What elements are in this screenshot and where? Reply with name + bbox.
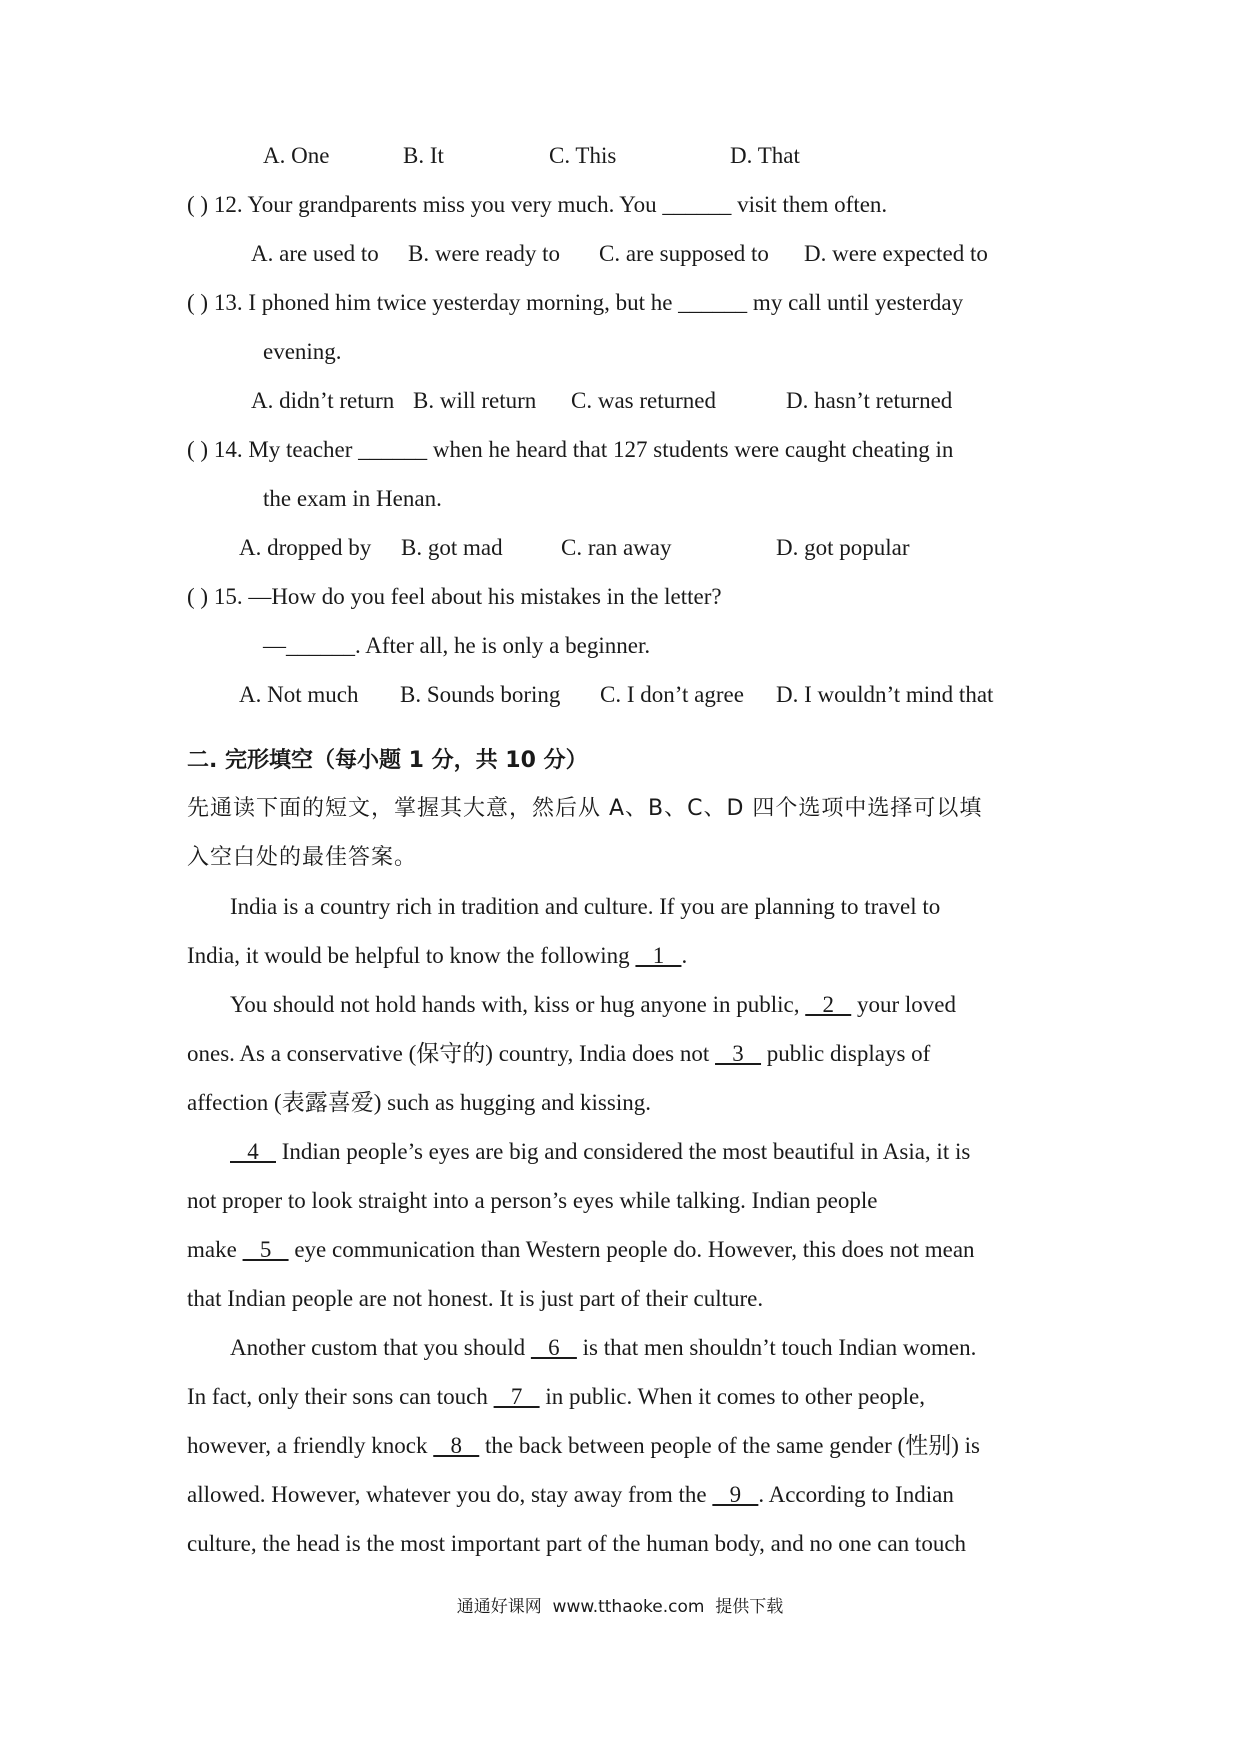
passage-line: that Indian people are not honest. It is just part of their culture. <box>187 1286 764 1311</box>
q11-option-b: B. It <box>403 143 444 168</box>
q13-option-a: A. didn’t return <box>251 388 395 413</box>
q14-stem-cont: the exam in Henan. <box>263 486 442 511</box>
q12-stem: ( ) 12. Your grandparents miss you very much. You ______ visit them often. <box>187 192 888 217</box>
q15-stem-cont: —______. After all, he is only a beginner. <box>263 633 651 658</box>
q14-option-d: D. got popular <box>776 535 910 560</box>
q12-option-d: D. were expected to <box>804 241 988 266</box>
q14-stem: ( ) 14. My teacher ______ when he heard that 127 students were caught cheating in <box>187 437 954 462</box>
blank-2: 2 <box>805 992 852 1017</box>
q13-option-c: C. was returned <box>571 388 716 413</box>
section-instructions-line1: 先通读下面的短文，掌握其大意，然后从 A、B、C、D 四个选项中选择可以填 <box>187 796 983 821</box>
q11-option-d: D. That <box>730 143 800 168</box>
q15-option-c: C. I don’t agree <box>600 682 744 707</box>
blank-4: 4 <box>230 1139 276 1164</box>
blank-1: 1 <box>635 943 682 968</box>
q14-option-a: A. dropped by <box>239 535 372 560</box>
passage-line: 4 Indian people’s eyes are big and considered the most beautiful in Asia, it is <box>230 1139 971 1164</box>
passage-line: allowed. However, whatever you do, stay away from the 9 . According to Indian <box>187 1482 954 1507</box>
passage-line: In fact, only their sons can touch 7 in public. When it comes to other people, <box>187 1384 925 1409</box>
passage-line: India is a country rich in tradition and culture. If you are planning to travel to <box>230 894 941 919</box>
blank-8: 8 <box>433 1433 480 1458</box>
blank-9: 9 <box>712 1482 759 1507</box>
section-heading: 二. 完形填空（每小题 1 分，共 10 分） <box>187 748 588 773</box>
q14-option-b: B. got mad <box>401 535 503 560</box>
blank-7: 7 <box>493 1384 540 1409</box>
q15-option-a: A. Not much <box>239 682 359 707</box>
section-instructions-line2: 入空白处的最佳答案。 <box>187 845 418 870</box>
q12-option-c: C. are supposed to <box>599 241 769 266</box>
blank-5: 5 <box>242 1237 289 1262</box>
passage-line: You should not hold hands with, kiss or hug anyone in public, 2 your loved <box>230 992 956 1017</box>
q12-option-b: B. were ready to <box>408 241 560 266</box>
passage-line: affection (表露喜爱) such as hugging and kissing. <box>187 1090 651 1115</box>
q11-option-a: A. One <box>263 143 330 168</box>
passage-line: however, a friendly knock 8 the back between people of the same gender (性别) is <box>187 1433 980 1458</box>
q15-option-d: D. I wouldn’t mind that <box>776 682 994 707</box>
q13-stem-cont: evening. <box>263 339 342 364</box>
q15-stem: ( ) 15. —How do you feel about his mistakes in the letter? <box>187 584 722 609</box>
q13-stem: ( ) 13. I phoned him twice yesterday morning, but he ______ my call until yesterday <box>187 290 964 315</box>
q13-option-d: D. hasn’t returned <box>786 388 953 413</box>
passage-line: culture, the head is the most important part of the human body, and no one can touch <box>187 1531 967 1556</box>
blank-6: 6 <box>530 1335 577 1360</box>
passage-line: Another custom that you should 6 is that men shouldn’t touch Indian women. <box>230 1335 977 1360</box>
q11-option-c: C. This <box>549 143 617 168</box>
q13-option-b: B. will return <box>413 388 537 413</box>
passage-line: ones. As a conservative (保守的) country, India does not 3 public displays of <box>187 1041 931 1066</box>
blank-3: 3 <box>715 1041 762 1066</box>
q14-option-c: C. ran away <box>561 535 672 560</box>
q15-option-b: B. Sounds boring <box>400 682 561 707</box>
passage-line: India, it would be helpful to know the following 1 . <box>187 943 688 968</box>
q12-option-a: A. are used to <box>251 241 379 266</box>
passage-line: not proper to look straight into a person’s eyes while talking. Indian people <box>187 1188 878 1213</box>
page-footer: 通通好课网 www.tthaoke.com 提供下载 <box>456 1597 784 1617</box>
passage-line: make 5 eye communication than Western people do. However, this does not mean <box>187 1237 975 1262</box>
